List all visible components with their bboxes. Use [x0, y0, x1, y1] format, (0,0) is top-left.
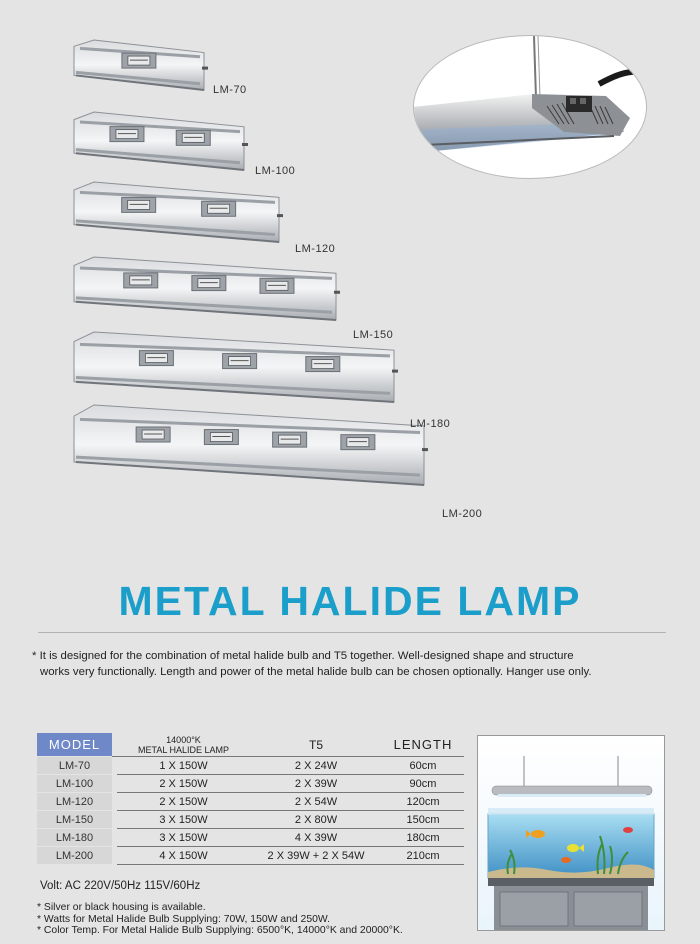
table-row [37, 829, 464, 847]
header-mh-label: METAL HALIDE LAMP [137, 744, 230, 755]
notes-list [37, 902, 403, 937]
row-t5: 2 X 39W [250, 775, 382, 793]
lamp-label-lm-180: LM-180 [410, 418, 451, 430]
row-model: LM-200 [37, 847, 112, 865]
lamp-lm-120-image [70, 180, 285, 248]
note-housing: * Silver or black housing is available. [37, 902, 206, 913]
lamp-lm-180-image [70, 330, 400, 408]
lamp-label-lm-200: LM-200 [442, 508, 483, 520]
row-model: LM-150 [37, 811, 112, 829]
voltage-info: Volt: AC 220V/50Hz 115V/60Hz [40, 880, 201, 892]
lamp-label-lm-150: LM-150 [353, 329, 394, 341]
row-model: LM-180 [37, 829, 112, 847]
header-length: LENGTH [382, 733, 464, 757]
lamp-label-lm-70: LM-70 [213, 84, 247, 96]
row-t5: 2 X 24W [250, 757, 382, 775]
table-row [37, 775, 464, 793]
header-metal-halide [117, 733, 250, 757]
table-row [37, 811, 464, 829]
row-mh: 2 X 150W [117, 775, 250, 793]
header-mh-temp: 14000°K [166, 734, 201, 745]
row-mh: 3 X 150W [117, 811, 250, 829]
lamp-lm-100-image [70, 110, 250, 176]
note-color-temp: * Color Temp. For Metal Halide Bulb Supplying: 6500°K, 14000°K and 20000°K. [37, 925, 403, 936]
note-watts: * Watts for Metal Halide Bulb Supplying: 70W, 150W and 250W. [37, 913, 331, 925]
aquarium-illustration [477, 735, 665, 931]
spec-table-header [37, 733, 464, 757]
product-description [32, 648, 672, 680]
row-model: LM-70 [37, 757, 112, 775]
description-line-2: works very functionally. Length and power of the metal halide bulb can be chosen optionally. Hanger use only. [40, 666, 592, 678]
lamp-lm-70-image [70, 38, 210, 96]
lamp-lm-150-image [70, 255, 342, 326]
row-length: 210cm [382, 847, 464, 865]
row-t5: 2 X 39W + 2 X 54W [250, 847, 382, 865]
row-model: LM-100 [37, 775, 112, 793]
lamp-closeup-image [413, 35, 647, 179]
lamp-lm-200-image [70, 403, 430, 491]
row-mh: 3 X 150W [117, 829, 250, 847]
row-mh: 2 X 150W [117, 793, 250, 811]
row-mh: 1 X 150W [117, 757, 250, 775]
table-row [37, 757, 464, 775]
row-length: 120cm [382, 793, 464, 811]
row-length: 150cm [382, 811, 464, 829]
row-mh: 4 X 150W [117, 847, 250, 865]
description-line-1: * It is designed for the combination of metal halide bulb and T5 together. Well-designed shape and structure [32, 650, 574, 662]
header-model: MODEL [37, 733, 112, 757]
row-length: 90cm [382, 775, 464, 793]
row-model: LM-120 [37, 793, 112, 811]
lamp-label-lm-100: LM-100 [255, 165, 296, 177]
row-t5: 2 X 80W [250, 811, 382, 829]
row-t5: 4 X 39W [250, 829, 382, 847]
row-t5: 2 X 54W [250, 793, 382, 811]
table-row [37, 847, 464, 865]
header-t5: T5 [250, 733, 382, 757]
page-title: METAL HALIDE LAMP [118, 578, 582, 624]
spec-table [37, 733, 464, 865]
table-row [37, 793, 464, 811]
row-length: 180cm [382, 829, 464, 847]
row-length: 60cm [382, 757, 464, 775]
lamp-label-lm-120: LM-120 [295, 243, 336, 255]
title-divider [38, 632, 666, 633]
